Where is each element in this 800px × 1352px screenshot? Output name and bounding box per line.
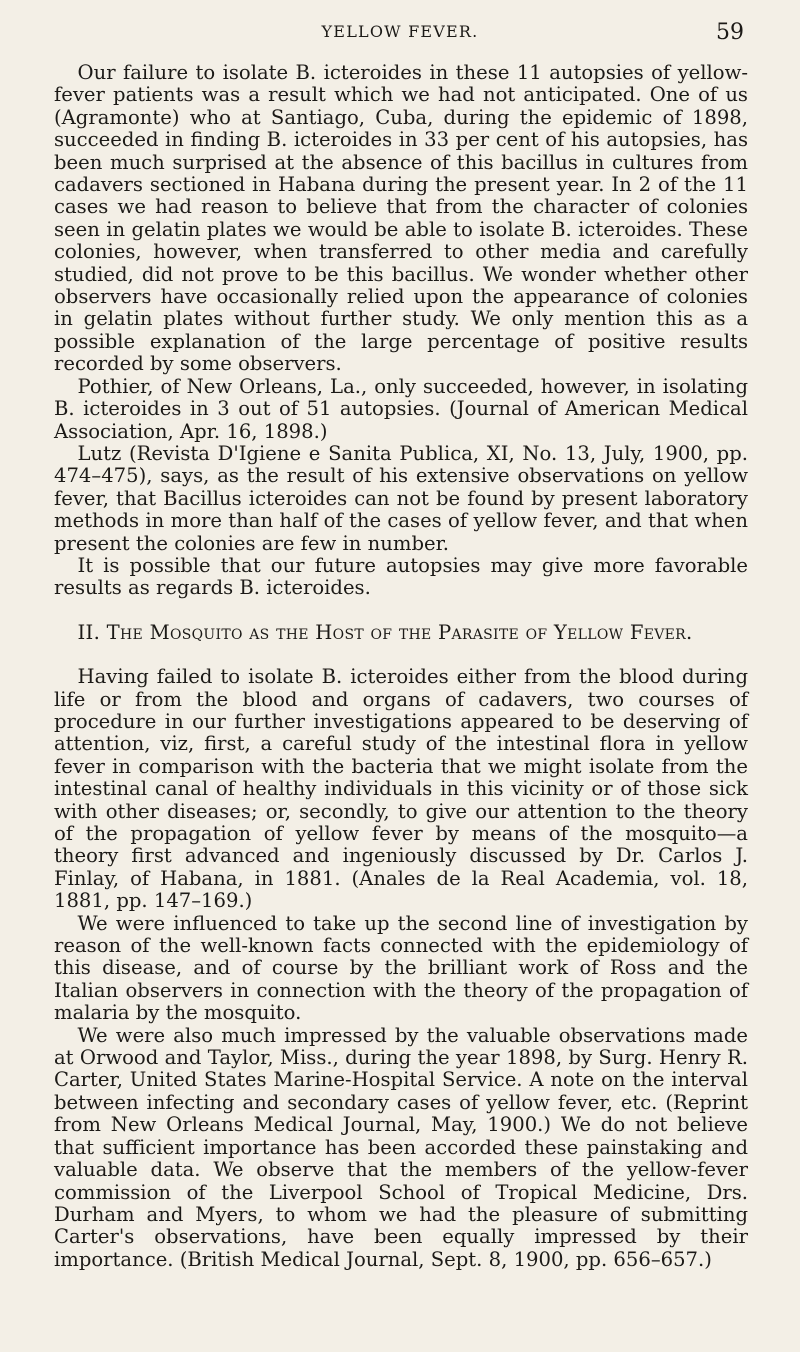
running-head xyxy=(0,20,800,50)
page-number: 59 xyxy=(716,20,744,45)
paragraph-failure-to-isolate: Our failure to isolate B. icteroides in these 11 autopsies of yellow-fever patients was a result which we had not anticipated. One of us (Agramonte) who at Santiago, Cuba, during the epidemic of 1898, succeeded in finding B. icteroides in 33 per cent of his autopsies, has been much surprised at the absence of this bacillus in cultures from cadavers sectioned in Habana during the present year. In 2 of the 11 cases we had reason to believe that from the character of colonies seen in gelatin plates we would be able to isolate B. icteroides. These colonies, however, when transferred to other media and carefully studied, did not prove to be this bacillus. We wonder whether other observers have occasionally relied upon the appearance of colonies in gelatin plates without further study. We only mention this as a possible explanation of the large percentage of positive results recorded by some observers. xyxy=(54,61,748,376)
paragraph-second-line: We were influenced to take up the second line of investigation by reason of the well-known facts connected with the epidemiology of this disease, and of course by the brilliant work of Ross and the Italian observers in connection with the theory of the propagation of malaria by the mosquito. xyxy=(54,911,748,1025)
paragraph-two-courses: Having failed to isolate B. icteroides either from the blood during life or from the blood and organs of cadavers, two courses of procedure in our further investigations appeared to be deserving of attention, viz, first, a careful study of the intestinal flora in yellow fever in comparison with the bacteria that we might isolate from the intestinal canal of healthy individuals in this vicinity or of those sick with other diseases; or, secondly, to give our attention to the theory of the propagation of yellow fever by means of the mosquito—a theory first advanced and ingeniously discussed by Dr. Carlos J. Finlay, of Habana, in 1881. (Anales de la Real Academia, vol. 18, 1881, pp. 147–169.) xyxy=(54,665,748,913)
paragraph-future-autopsies: It is possible that our future autopsies may give more favorable results as regards B. icteroides. xyxy=(54,553,748,600)
body-text xyxy=(54,62,748,1271)
section-heading: II. The Mosquito as the Host of the Parasite of Yellow Fever. xyxy=(77,620,693,644)
running-title: YELLOW FEVER. xyxy=(321,22,479,41)
paragraph-lutz: Lutz (Revista D'Igiene e Sanita Publica, XI, No. 13, July, 1900, pp. 474–475), says, as the result of his extensive observations on yellow fever, that Bacillus icteroides can not be found by present laboratory methods in more than half of the cases of yellow fever, and that when present the colonies are few in number. xyxy=(54,441,748,555)
paragraph-carter-observations: We were also much impressed by the valuable observations made at Orwood and Taylor, Miss., during the year 1898, by Surg. Henry R. Carter, United States Marine-Hospital Service. A note on the interval between infecting and secondary cases of yellow fever, etc. (Reprint from New Orleans Medical Journal, May, 1900.) We do not believe that sufficient importance has been accorded these painstaking and valuable data. We observe that the members of the yellow-fever commission of the Liverpool School of Tropical Medicine, Drs. Durham and Myers, to whom we had the pleasure of submitting Carter's observations, have been equally impressed by their importance. (British Medical Journal, Sept. 8, 1900, pp. 656–657.) xyxy=(54,1023,748,1271)
paragraph-pothier: Pothier, of New Orleans, La., only succeeded, however, in isolating B. icteroides in 3 out of 51 autopsies. (Journal of American Medical Association, Apr. 16, 1898.) xyxy=(54,374,748,443)
